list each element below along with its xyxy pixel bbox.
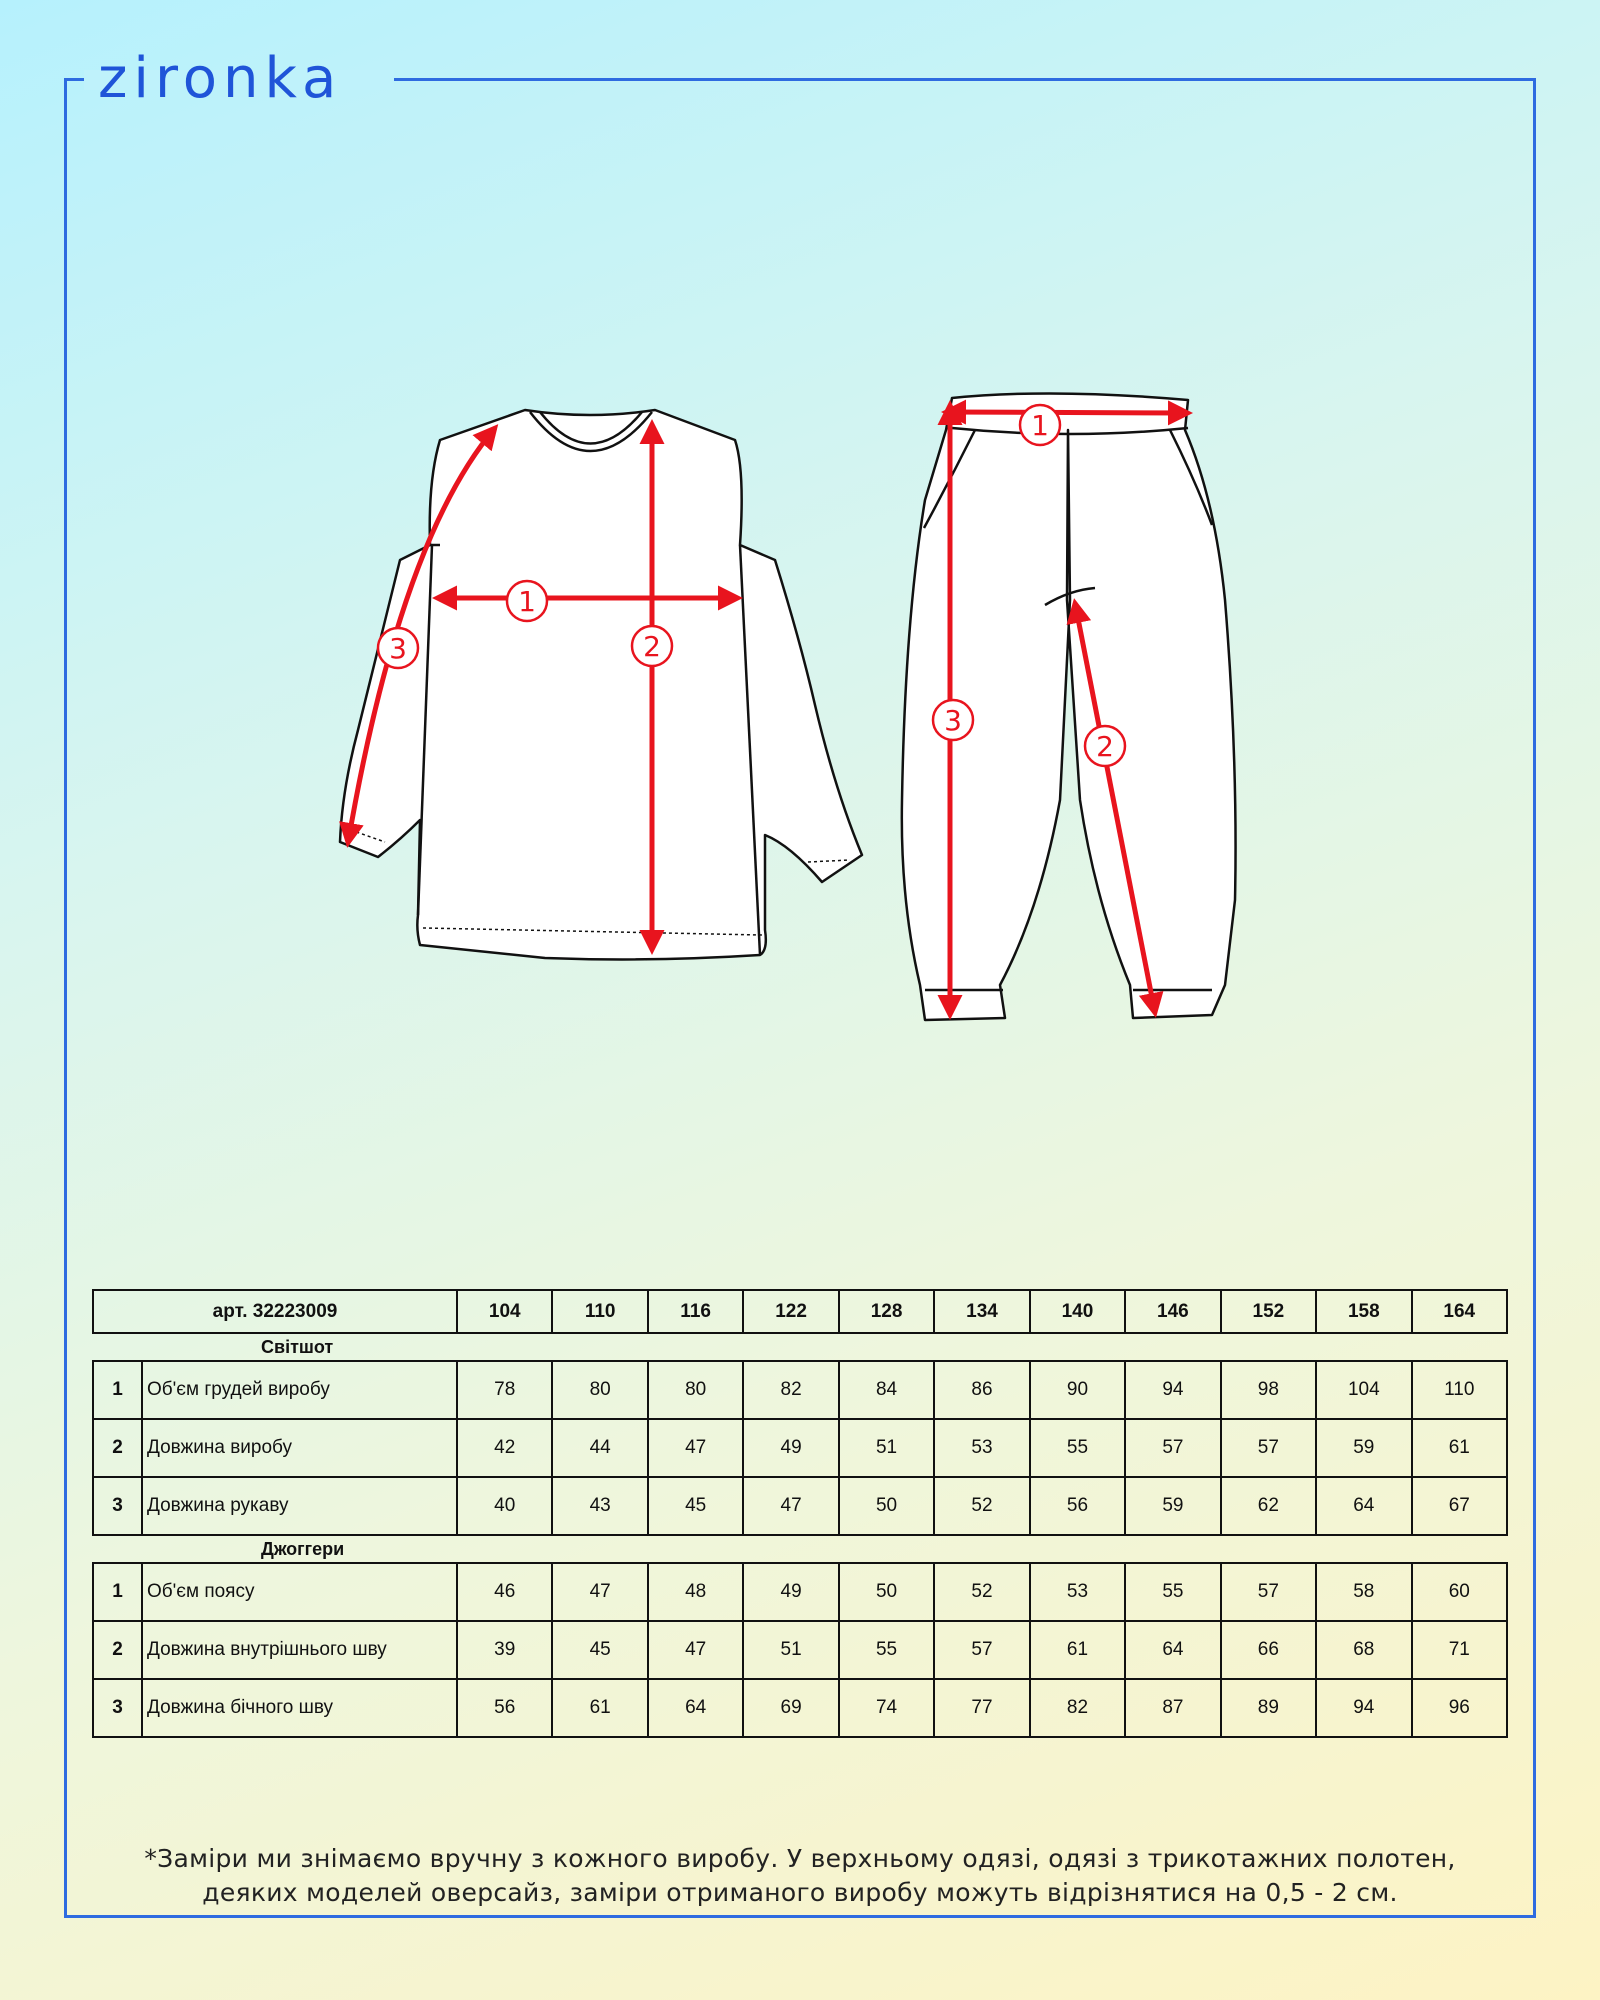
- measurement-value: 62: [1221, 1477, 1316, 1535]
- sweatshirt-marker-3-label: 3: [389, 632, 407, 665]
- measurement-label: Довжина виробу: [142, 1419, 457, 1477]
- measurement-value: 55: [839, 1621, 934, 1679]
- section-title: Джоггери: [93, 1535, 1507, 1563]
- measurement-value: 49: [743, 1563, 838, 1621]
- measurement-value: 57: [1221, 1419, 1316, 1477]
- joggers-marker-3-label: 3: [944, 704, 962, 737]
- measurement-value: 69: [743, 1679, 838, 1737]
- size-header-row: [93, 1290, 1507, 1333]
- measurement-value: 86: [934, 1361, 1029, 1419]
- row-number: 2: [93, 1621, 142, 1679]
- measurement-value: 90: [1030, 1361, 1125, 1419]
- measurement-value: 59: [1316, 1419, 1411, 1477]
- sweatshirt-drawing: [340, 410, 862, 959]
- measurement-value: 64: [648, 1679, 743, 1737]
- measurement-value: 53: [934, 1419, 1029, 1477]
- size-header-cell: 128: [839, 1290, 934, 1333]
- measurement-value: 47: [552, 1563, 647, 1621]
- measurement-row: [93, 1361, 1507, 1419]
- measurement-label: Об'єм грудей виробу: [142, 1361, 457, 1419]
- size-header-cell: 116: [648, 1290, 743, 1333]
- measurement-value: 43: [552, 1477, 647, 1535]
- sweatshirt-marker-2-label: 2: [643, 630, 661, 663]
- measurement-value: 77: [934, 1679, 1029, 1737]
- measurement-value: 48: [648, 1563, 743, 1621]
- measurement-value: 87: [1125, 1679, 1220, 1737]
- measurement-value: 89: [1221, 1679, 1316, 1737]
- measurement-value: 55: [1030, 1419, 1125, 1477]
- measurement-value: 68: [1316, 1621, 1411, 1679]
- measurement-value: 42: [457, 1419, 552, 1477]
- section-title-row: [93, 1333, 1507, 1361]
- row-number: 3: [93, 1477, 142, 1535]
- measurement-value: 67: [1412, 1477, 1507, 1535]
- measurement-value: 80: [552, 1361, 647, 1419]
- measurement-value: 60: [1412, 1563, 1507, 1621]
- measurement-label: Довжина внутрішнього шву: [142, 1621, 457, 1679]
- section-title-row: [93, 1535, 1507, 1563]
- measurement-value: 78: [457, 1361, 552, 1419]
- measurement-value: 57: [1125, 1419, 1220, 1477]
- brand-logo: zironka: [98, 46, 343, 111]
- measurement-value: 47: [743, 1477, 838, 1535]
- measurement-value: 56: [1030, 1477, 1125, 1535]
- size-table-body: [93, 1290, 1507, 1737]
- measurement-label: Довжина рукаву: [142, 1477, 457, 1535]
- size-header-cell: 122: [743, 1290, 838, 1333]
- measurement-row: [93, 1679, 1507, 1737]
- measurement-value: 52: [934, 1477, 1029, 1535]
- measurement-value: 59: [1125, 1477, 1220, 1535]
- row-number: 1: [93, 1361, 142, 1419]
- measurement-value: 61: [552, 1679, 647, 1737]
- measurement-value: 45: [552, 1621, 647, 1679]
- size-header-cell: 110: [552, 1290, 647, 1333]
- measurement-value: 47: [648, 1621, 743, 1679]
- measurement-value: 40: [457, 1477, 552, 1535]
- row-number: 3: [93, 1679, 142, 1737]
- measurement-value: 71: [1412, 1621, 1507, 1679]
- measurement-value: 39: [457, 1621, 552, 1679]
- measurement-value: 46: [457, 1563, 552, 1621]
- measurement-value: 47: [648, 1419, 743, 1477]
- measurement-value: 82: [1030, 1679, 1125, 1737]
- measurement-value: 84: [839, 1361, 934, 1419]
- measurement-value: 57: [1221, 1563, 1316, 1621]
- measurement-value: 74: [839, 1679, 934, 1737]
- measurement-value: 56: [457, 1679, 552, 1737]
- measurement-value: 82: [743, 1361, 838, 1419]
- measurement-value: 55: [1125, 1563, 1220, 1621]
- measurement-value: 94: [1125, 1361, 1220, 1419]
- measurement-label: Довжина бічного шву: [142, 1679, 457, 1737]
- size-table: [92, 1289, 1508, 1738]
- measurement-value: 104: [1316, 1361, 1411, 1419]
- size-header-cell: 146: [1125, 1290, 1220, 1333]
- measurement-value: 45: [648, 1477, 743, 1535]
- sweatshirt-marker-1-label: 1: [518, 585, 536, 618]
- article-number: арт. 32223009: [93, 1290, 457, 1333]
- size-header-cell: 140: [1030, 1290, 1125, 1333]
- footnote-line-2: деяких моделей оверсайз, заміри отриманого виробу можуть відрізнятися на 0,5 - 2 см.: [202, 1878, 1398, 1907]
- size-header-cell: 134: [934, 1290, 1029, 1333]
- measurement-row: [93, 1419, 1507, 1477]
- size-header-cell: 164: [1412, 1290, 1507, 1333]
- measurement-label: Об'єм поясу: [142, 1563, 457, 1621]
- size-header-cell: 104: [457, 1290, 552, 1333]
- row-number: 2: [93, 1419, 142, 1477]
- measurement-value: 80: [648, 1361, 743, 1419]
- measurement-value: 44: [552, 1419, 647, 1477]
- measurement-value: 49: [743, 1419, 838, 1477]
- section-title: Світшот: [93, 1333, 1507, 1361]
- measurement-footnote: [90, 1842, 1510, 1910]
- size-header-cell: 158: [1316, 1290, 1411, 1333]
- measurement-row: [93, 1621, 1507, 1679]
- joggers-marker-1-label: 1: [1031, 409, 1049, 442]
- measurement-value: 53: [1030, 1563, 1125, 1621]
- measurement-value: 96: [1412, 1679, 1507, 1737]
- measurement-value: 64: [1316, 1477, 1411, 1535]
- row-number: 1: [93, 1563, 142, 1621]
- measurement-value: 51: [839, 1419, 934, 1477]
- measurement-value: 50: [839, 1563, 934, 1621]
- measurement-value: 64: [1125, 1621, 1220, 1679]
- measurement-value: 57: [934, 1621, 1029, 1679]
- measurement-value: 52: [934, 1563, 1029, 1621]
- measurement-row: [93, 1563, 1507, 1621]
- size-header-cell: 152: [1221, 1290, 1316, 1333]
- measurement-value: 98: [1221, 1361, 1316, 1419]
- measurement-value: 58: [1316, 1563, 1411, 1621]
- measurement-value: 61: [1030, 1621, 1125, 1679]
- footnote-line-1: *Заміри ми знімаємо вручну з кожного виробу. У верхньому одязі, одязі з трикотажних полотен,: [144, 1844, 1456, 1873]
- measurement-value: 51: [743, 1621, 838, 1679]
- measurement-value: 50: [839, 1477, 934, 1535]
- measurement-value: 110: [1412, 1361, 1507, 1419]
- measurement-value: 61: [1412, 1419, 1507, 1477]
- measurement-value: 94: [1316, 1679, 1411, 1737]
- joggers-marker-2-label: 2: [1096, 730, 1114, 763]
- measurement-row: [93, 1477, 1507, 1535]
- measurement-value: 66: [1221, 1621, 1316, 1679]
